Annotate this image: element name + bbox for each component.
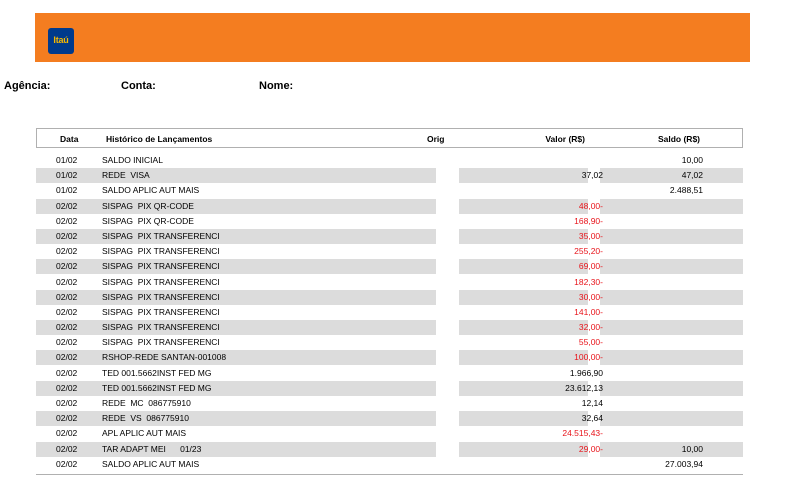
- row-description: REDE MC 086775910: [102, 398, 191, 408]
- table-row: [36, 153, 743, 168]
- row-value: 37,02: [581, 170, 603, 181]
- row-value: 35,00-: [578, 230, 603, 241]
- row-value: 100,00-: [574, 352, 603, 363]
- row-balance: 2.488,51: [669, 185, 703, 196]
- row-value: 30,00-: [578, 291, 603, 302]
- row-date: 02/02: [56, 413, 78, 424]
- row-value: 48,00-: [578, 200, 603, 211]
- row-date: 02/02: [56, 215, 78, 226]
- row-description: SISPAG PIX QR-CODE: [102, 200, 194, 211]
- row-date: 02/02: [56, 337, 78, 348]
- row-shading: [459, 411, 588, 426]
- row-date: 02/02: [56, 428, 78, 439]
- row-description: SISPAG PIX TRANSFERENCI: [102, 276, 220, 287]
- table-row: [36, 457, 743, 472]
- row-shading: [600, 350, 743, 365]
- table-row: [36, 350, 743, 365]
- agencia-label: Agência:: [4, 80, 51, 92]
- row-value: 55,00-: [578, 337, 603, 348]
- row-shading: [36, 229, 436, 244]
- header-bar: [35, 13, 750, 62]
- row-value: 12,14: [581, 398, 603, 408]
- row-description: SISPAG PIX TRANSFERENCI: [102, 322, 220, 333]
- row-shading: [459, 350, 588, 365]
- row-shading: [459, 168, 588, 183]
- row-value: 168,90-: [574, 215, 603, 226]
- row-description: TAR ADAPT MEI 01/23: [102, 443, 202, 454]
- row-value: 182,30-: [574, 276, 603, 287]
- table-row: [36, 305, 743, 320]
- row-shading: [600, 199, 743, 214]
- row-shading: [36, 199, 436, 214]
- row-description: REDE VISA: [102, 170, 150, 181]
- row-shading: [600, 411, 743, 426]
- row-date: 02/02: [56, 322, 78, 333]
- row-shading: [600, 168, 743, 183]
- row-balance: 10,00: [681, 155, 703, 165]
- table-row: [36, 320, 743, 335]
- row-description: SISPAG PIX TRANSFERENCI: [102, 246, 220, 257]
- row-shading: [459, 229, 588, 244]
- table-row: [36, 335, 743, 350]
- row-shading: [36, 442, 436, 457]
- row-shading: [36, 168, 436, 183]
- row-date: 02/02: [56, 306, 78, 317]
- row-date: 02/02: [56, 246, 78, 257]
- row-description: SISPAG PIX TRANSFERENCI: [102, 337, 220, 348]
- row-date: 02/02: [56, 443, 78, 454]
- table-row: [36, 366, 743, 381]
- row-value: 23.612,13: [565, 382, 603, 393]
- table-row: [36, 259, 743, 274]
- col-data: Data: [60, 134, 79, 144]
- table-row: [36, 442, 743, 457]
- row-value: 141,00-: [574, 306, 603, 317]
- row-shading: [36, 290, 436, 305]
- row-shading: [600, 290, 743, 305]
- row-date: 02/02: [56, 230, 78, 241]
- row-date: 02/02: [56, 276, 78, 287]
- row-balance: 47,02: [681, 170, 703, 181]
- row-description: SISPAG PIX TRANSFERENCI: [102, 261, 220, 272]
- row-balance: 10,00: [681, 443, 703, 454]
- row-shading: [36, 350, 436, 365]
- logo-text: Itaú: [53, 35, 69, 45]
- row-shading: [600, 229, 743, 244]
- table-header: [36, 128, 743, 148]
- itau-logo: [48, 28, 74, 54]
- row-description: SALDO APLIC AUT MAIS: [102, 185, 200, 196]
- row-shading: [36, 411, 436, 426]
- row-shading: [459, 320, 588, 335]
- row-description: SISPAG PIX QR-CODE: [102, 215, 194, 226]
- table-row: [36, 290, 743, 305]
- conta-label: Conta:: [121, 80, 156, 92]
- row-shading: [459, 259, 588, 274]
- row-shading: [600, 259, 743, 274]
- row-value: 24.515,43-: [562, 428, 603, 439]
- statement-table: [36, 128, 743, 472]
- row-value: 32,64: [581, 413, 603, 424]
- row-description: SALDO INICIAL: [102, 155, 163, 165]
- row-date: 02/02: [56, 200, 78, 211]
- row-shading: [36, 259, 436, 274]
- row-shading: [459, 199, 588, 214]
- row-date: 02/02: [56, 382, 78, 393]
- nome-label: Nome:: [259, 80, 294, 92]
- table-row: [36, 426, 743, 441]
- row-date: 02/02: [56, 458, 78, 469]
- row-shading: [459, 290, 588, 305]
- table-row: [36, 168, 743, 183]
- row-value: 29,00-: [578, 443, 603, 454]
- row-date: 01/02: [56, 170, 78, 181]
- row-description: RSHOP-REDE SANTAN-001008: [102, 352, 227, 363]
- table-row: [36, 214, 743, 229]
- row-description: REDE VS 086775910: [102, 413, 189, 424]
- col-orig: Orig: [427, 134, 445, 144]
- row-description: TED 001.5662INST FED MG: [102, 382, 212, 393]
- row-description: SISPAG PIX TRANSFERENCI: [102, 306, 220, 317]
- row-date: 01/02: [56, 155, 78, 165]
- row-date: 01/02: [56, 185, 78, 196]
- table-row: [36, 411, 743, 426]
- row-value: 1.966,90: [569, 367, 603, 378]
- row-value: 32,00-: [578, 322, 603, 333]
- row-value: 69,00-: [578, 261, 603, 272]
- table-row: [36, 381, 743, 396]
- row-shading: [36, 320, 436, 335]
- row-date: 02/02: [56, 398, 78, 408]
- row-shading: [600, 320, 743, 335]
- row-description: SISPAG PIX TRANSFERENCI: [102, 291, 220, 302]
- row-shading: [600, 442, 743, 457]
- table-row: [36, 183, 743, 198]
- row-shading: [459, 442, 588, 457]
- table-body: [36, 153, 743, 472]
- row-description: SISPAG PIX TRANSFERENCI: [102, 230, 220, 241]
- row-date: 02/02: [56, 352, 78, 363]
- table-bottom-rule: [36, 474, 743, 475]
- row-description: TED 001.5662INST FED MG: [102, 367, 212, 378]
- row-date: 02/02: [56, 261, 78, 272]
- table-row: [36, 244, 743, 259]
- row-date: 02/02: [56, 367, 78, 378]
- table-row: [36, 199, 743, 214]
- row-shading: [600, 381, 743, 396]
- col-historico: Histórico de Lançamentos: [106, 134, 213, 144]
- row-description: APL APLIC AUT MAIS: [102, 428, 187, 439]
- row-shading: [36, 381, 436, 396]
- row-description: SALDO APLIC AUT MAIS: [102, 458, 200, 469]
- row-balance: 27.003,94: [665, 458, 703, 469]
- col-saldo: Saldo (R$): [657, 134, 700, 144]
- row-value: 255,20-: [574, 246, 603, 257]
- table-row: [36, 396, 743, 411]
- row-date: 02/02: [56, 291, 78, 302]
- table-row: [36, 229, 743, 244]
- col-valor: Valor (R$): [545, 134, 585, 144]
- table-row: [36, 275, 743, 290]
